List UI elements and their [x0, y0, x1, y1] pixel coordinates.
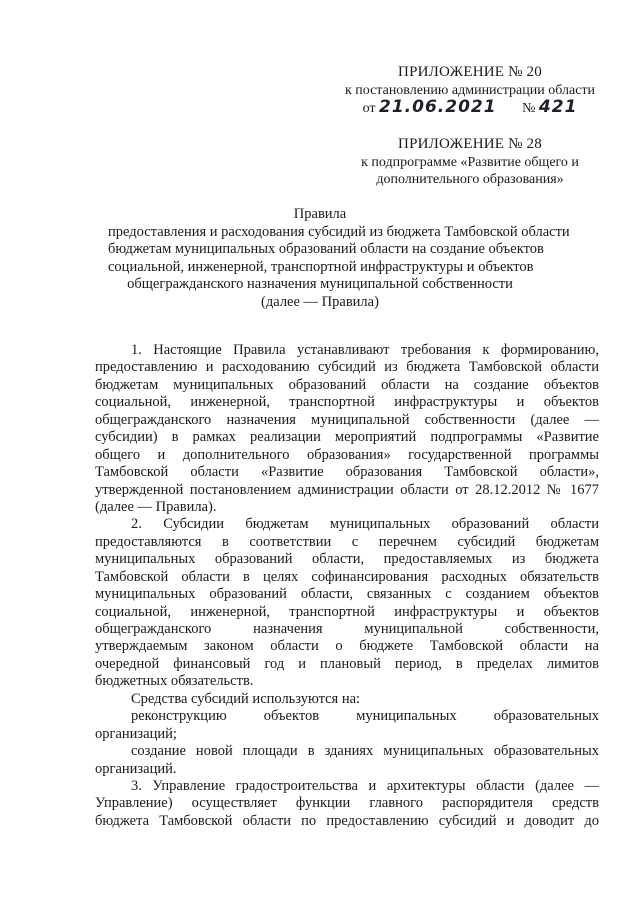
- paragraph-3-line: 3. Управление градостроительства и архитектуры области (далее —: [131, 777, 599, 794]
- rules-title-line: бюджетам муниципальных образований области на создание объектов: [108, 241, 544, 258]
- subsidy-use-item: организаций;: [95, 725, 177, 742]
- rules-title: [108, 206, 570, 312]
- rules-heading: Правила: [293, 206, 347, 222]
- paragraph-1-line: утвержденной постановлением администрации области от 28.12.2012 № 1677: [95, 481, 599, 498]
- paragraph-1-line: предоставлению и расходованию субсидий из бюджета Тамбовской области: [95, 359, 599, 376]
- appendix-28-line2: дополнительного образования»: [376, 172, 564, 187]
- paragraph-3-line: Управление) осуществляет функции главного распорядителя средств: [95, 795, 599, 812]
- appendix-20-title: ПРИЛОЖЕНИЕ № 20: [398, 64, 542, 80]
- date-prefix: от: [362, 101, 376, 116]
- appendix-20-header: [320, 64, 620, 118]
- paragraph-1-line: общего и дополнительного образования» государственной программы: [95, 446, 599, 463]
- paragraph-1-line: 1. Настоящие Правила устанавливают требования к формированию,: [131, 342, 599, 358]
- appendix-28-title: ПРИЛОЖЕНИЕ № 28: [398, 136, 542, 152]
- appendix-20-subtitle: к постановлению администрации области: [344, 82, 596, 98]
- paragraph-1-line: социальной, инженерной, транспортной инфраструктуры и объектов: [95, 394, 599, 411]
- rules-title-line: социальной, инженерной, транспортной инфраструктуры и объектов: [108, 258, 534, 275]
- paragraph-2-line: социальной, инженерной, транспортной инфраструктуры и объектов: [95, 603, 599, 620]
- rules-title-line: общегражданского назначения муниципальной собственности: [127, 276, 513, 293]
- paragraph-2-line: Тамбовской области в целях софинансирования расходных обязательств: [95, 568, 599, 585]
- paragraph-1-line: общегражданского назначения муниципальной собственности (далее —: [95, 411, 599, 428]
- paragraph-2-line: муниципальных образований области, связанных с созданием объектов: [95, 586, 599, 603]
- appendix-28-line1: к подпрограмме «Развитие общего и: [361, 154, 579, 170]
- subsidy-use-item: организаций.: [95, 760, 177, 777]
- rules-title-line: (далее — Правила): [261, 293, 379, 310]
- appendix-20-date-line: [320, 99, 620, 118]
- paragraph-1-line: Тамбовской области «Развитие образования Тамбовской области»,: [95, 464, 599, 481]
- handwritten-date: 21.06.2021: [379, 97, 497, 117]
- paragraph-1-line: (далее — Правила).: [95, 498, 217, 515]
- document-body: [95, 342, 599, 830]
- subsidy-use-item: реконструкцию объектов муниципальных образовательных: [131, 708, 599, 725]
- paragraph-1-line: субсидии) в рамках реализации мероприятий подпрограммы «Развитие: [95, 429, 599, 446]
- appendix-28-header: [320, 136, 620, 189]
- paragraph-2-line: муниципальных образований области, предоставляемых из бюджета: [95, 551, 599, 568]
- subsidy-uses-line: Средства субсидий используются на:: [131, 690, 361, 707]
- paragraph-2-line: предоставляются в соответствии с перечнем субсидий бюджетам: [95, 533, 599, 550]
- number-prefix: №: [522, 101, 536, 116]
- paragraph-3-line: бюджета Тамбовской области по предоставлению субсидий и доводит до: [95, 812, 599, 829]
- paragraph-2-line: очередной финансовый год и плановый период, в пределах лимитов: [95, 655, 599, 672]
- subsidy-use-item: создание новой площади в зданиях муниципальных образовательных: [131, 743, 599, 760]
- paragraph-2-line: 2. Субсидии бюджетам муниципальных образований области: [131, 516, 599, 533]
- paragraph-2-line: общегражданского назначения муниципальной собственности,: [95, 621, 599, 637]
- paragraph-2-line: бюджетных обязательств.: [95, 673, 254, 690]
- paragraph-2-line: утверждаемым законом области о бюджете Тамбовской области на: [95, 638, 599, 655]
- handwritten-number: 421: [538, 97, 578, 117]
- rules-title-line: предоставления и расходования субсидий из бюджета Тамбовской области: [108, 223, 570, 240]
- paragraph-1-line: бюджетам муниципальных образований области на создание объектов: [95, 376, 599, 393]
